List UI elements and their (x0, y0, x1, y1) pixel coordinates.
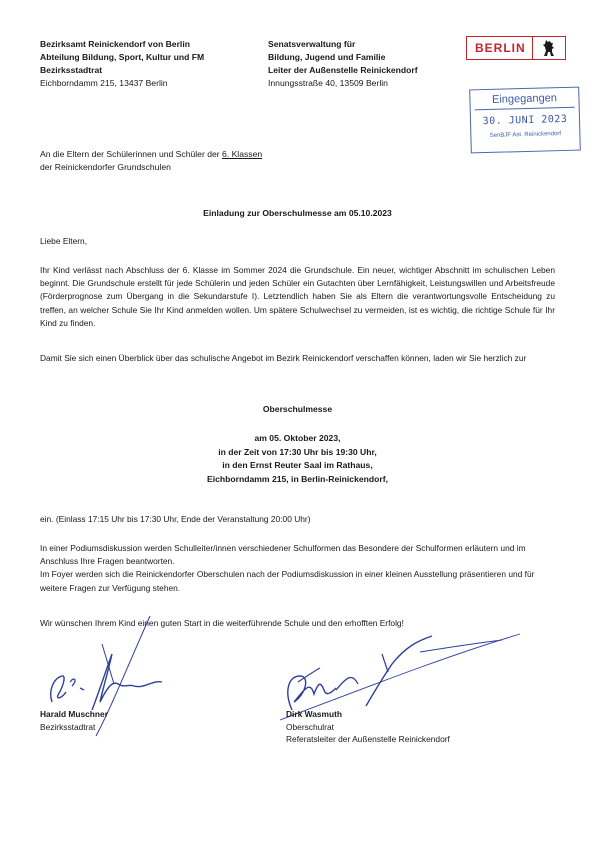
closing-line: Wir wünschen Ihrem Kind einen guten Start in die weiterführende Schule und den erhofften Erfolg! (40, 618, 404, 628)
event-time: in der Zeit von 17:30 Uhr bis 19:30 Uhr, (218, 446, 377, 457)
subject-line: Einladung zur Oberschulmesse am 05.10.2023 (203, 208, 392, 218)
paragraph-podium-line1: In einer Podiumsdiskussion werden Schulleiter/innen verschiedener Schulformen das Besondere der Schulformen erläutern und im Anschluss Ihre Fragen beantworten. (40, 543, 526, 567)
sender-right-line2: Bildung, Jugend und Familie (268, 52, 386, 62)
event-details (40, 432, 555, 486)
stamp-date: 30. JUNI 2023 (482, 113, 568, 128)
sender-left-line1: Bezirksamt Reinickendorf von Berlin (40, 39, 190, 49)
event-address: Eichborndamm 215, in Berlin-Reinickendorf, (207, 473, 388, 484)
paragraph-invitation: Damit Sie sich einen Überblick über das schulische Angebot im Bezirk Reinickendorf verschaffen können, laden wir Sie herzlich zur (40, 353, 527, 363)
recipient-line1 (40, 148, 440, 161)
event-title: Oberschulmesse (262, 404, 333, 414)
sender-left-block (40, 38, 250, 90)
recipient-line2: der Reinickendorfer Grundschulen (40, 162, 171, 172)
signer-right-title1: Oberschulrat (286, 721, 334, 732)
paragraph-podium (40, 542, 560, 595)
berlin-logo-text: BERLIN (475, 41, 526, 55)
received-stamp (469, 87, 581, 154)
paragraph-podium-line2: Im Foyer werden sich die Reinickendorfer Oberschulen nach der Podiumsdiskussion in einer kleinen Ausstellung präsentieren und für weitere Fragen zur Verfügung stehen. (40, 569, 535, 593)
stamp-title: Eingegangen (474, 92, 574, 111)
signer-right-block (286, 708, 566, 746)
salutation: Liebe Eltern, (40, 236, 88, 246)
event-location: in den Ernst Reuter Saal im Rathaus, (222, 460, 373, 470)
signer-right-name: Dirk Wasmuth (286, 709, 342, 719)
sender-left-line2: Abteilung Bildung, Sport, Kultur und FM (40, 52, 205, 62)
sender-right-line1: Senatsverwaltung für (268, 39, 356, 49)
signer-left-title: Bezirksstadtrat (40, 721, 96, 732)
signer-right-title2: Referatsleiter der Außenstelle Reinickendorf (286, 734, 450, 744)
stamp-office: SenBJF Ast. Reinickendorf (489, 131, 562, 139)
event-date: am 05. Oktober 2023, (254, 433, 341, 443)
recipient-block (40, 148, 440, 174)
sender-right-block (268, 38, 468, 90)
sender-right-line3: Leiter der Außenstelle Reinickendorf (268, 65, 418, 75)
signer-left-name: Harald Muschner (40, 709, 108, 719)
paragraph-intro: Ihr Kind verlässt nach Abschluss der 6. Klasse im Sommer 2024 die Grundschule. Ein neuer, wichtiger Abschnitt im schulischen Leben beginnt. Die Grundschule erstellt für jede Schülerin und jeden Schüler ein Gutachten über Lernfähigkeit, Leistungswillen und Arbeitsfreude (Förderprognose zum Übergang in die Sekundarstufe I). Letztendlich haben Sie als Eltern die verantwortungsvolle Entscheidung zu treffen, an welcher Schule Sie Ihr Kind anmelden wollen. Um spätere Schulwechsel zu vermeiden, ist es wichtig, die richtige Schule für Ihr Kind zu finden. (40, 265, 555, 328)
sender-right-line4: Innungsstraße 40, 13509 Berlin (268, 78, 388, 88)
signer-left-block (40, 708, 240, 733)
sender-left-line3: Bezirksstadtrat (40, 65, 103, 75)
recipient-line1-prefix: An die Eltern der Schülerinnen und Schüler der (40, 149, 223, 159)
sender-left-line4: Eichborndamm 215, 13437 Berlin (40, 78, 168, 88)
entry-note: ein. (Einlass 17:15 Uhr bis 17:30 Uhr, Ende der Veranstaltung 20:00 Uhr) (40, 514, 311, 524)
recipient-line1-underlined: 6. Klassen (222, 149, 263, 159)
berlin-bear-icon (533, 37, 565, 59)
berlin-logo (466, 36, 566, 60)
